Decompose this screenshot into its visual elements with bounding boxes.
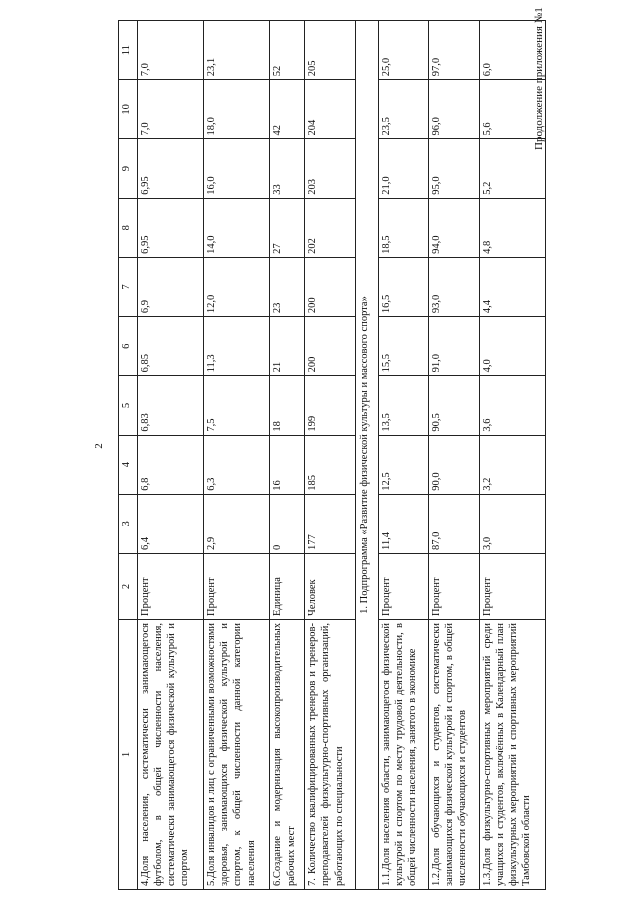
value-cell: 7,0	[138, 21, 204, 80]
page-number: 2	[92, 443, 105, 449]
table-row	[138, 21, 204, 890]
col-header: 9	[119, 139, 138, 198]
value-cell: 90,5	[429, 376, 480, 435]
indicator-name: 6.Создание и модернизация высокопроизводительных рабочих мест	[270, 620, 305, 890]
col-header: 6	[119, 317, 138, 376]
value-cell: 97,0	[429, 21, 480, 80]
value-cell: 42	[270, 80, 305, 139]
col-header: 5	[119, 376, 138, 435]
value-cell: 94,0	[429, 198, 480, 257]
value-cell: 177	[305, 494, 356, 553]
value-cell: 204	[305, 80, 356, 139]
value-cell: 4,4	[479, 257, 545, 316]
unit-cell: Процент	[429, 554, 480, 620]
value-cell: 3,2	[479, 435, 545, 494]
value-cell: 203	[305, 139, 356, 198]
value-cell: 13,5	[378, 376, 429, 435]
value-cell: 18,5	[378, 198, 429, 257]
value-cell: 90,0	[429, 435, 480, 494]
value-cell: 25,0	[378, 21, 429, 80]
col-header: 4	[119, 435, 138, 494]
value-cell: 21	[270, 317, 305, 376]
value-cell: 0	[270, 494, 305, 553]
value-cell: 7,0	[138, 80, 204, 139]
col-header: 1	[119, 620, 138, 890]
value-cell: 21,0	[378, 139, 429, 198]
section-title: 1. Подпрограмма «Развитие физической культуры и массового спорта»	[355, 21, 378, 890]
indicator-name: 1.1.Доля населения области, занимающегося физической культурой и спортом по месту трудовой деятельности, в общей численности населения, занятого в экономике	[378, 620, 429, 890]
value-cell: 11,3	[204, 317, 270, 376]
value-cell: 185	[305, 435, 356, 494]
value-cell: 4,0	[479, 317, 545, 376]
value-cell: 6,8	[138, 435, 204, 494]
value-cell: 199	[305, 376, 356, 435]
indicator-name: 7. Количество квалифицированных тренеров и тренеров-преподавателей физкультурно-спортивных организаций, работающих по специальности	[305, 620, 356, 890]
value-cell: 52	[270, 21, 305, 80]
value-cell: 11,4	[378, 494, 429, 553]
col-header: 10	[119, 80, 138, 139]
value-cell: 6,95	[138, 139, 204, 198]
value-cell: 6,83	[138, 376, 204, 435]
value-cell: 202	[305, 198, 356, 257]
value-cell: 27	[270, 198, 305, 257]
unit-cell: Процент	[378, 554, 429, 620]
col-header: 11	[119, 21, 138, 80]
value-cell: 91,0	[429, 317, 480, 376]
indicator-name: 1.2.Доля обучающихся и студентов, систематически занимающихся физической культурой и спортом, в общей численности обучающихся и студентов	[429, 620, 480, 890]
value-cell: 87,0	[429, 494, 480, 553]
header-row	[119, 21, 138, 890]
value-cell: 12,5	[378, 435, 429, 494]
indicators-table	[118, 20, 546, 890]
table-row	[479, 21, 545, 890]
value-cell: 3,6	[479, 376, 545, 435]
section-row	[355, 21, 378, 890]
appendix-label: Продолжение приложения №1	[533, 7, 545, 150]
value-cell: 18	[270, 376, 305, 435]
value-cell: 12,0	[204, 257, 270, 316]
value-cell: 96,0	[429, 80, 480, 139]
table-row	[305, 21, 356, 890]
value-cell: 6,0	[479, 21, 545, 80]
value-cell: 200	[305, 317, 356, 376]
indicator-name: 4.Доля населения, систематически занимающегося футболом, в общей численности населения, систематически занимающегося физической культурой и спортом	[138, 620, 204, 890]
value-cell: 5,2	[479, 139, 545, 198]
value-cell: 15,5	[378, 317, 429, 376]
value-cell: 16,0	[204, 139, 270, 198]
value-cell: 23	[270, 257, 305, 316]
unit-cell: Единица	[270, 554, 305, 620]
value-cell: 93,0	[429, 257, 480, 316]
col-header: 3	[119, 494, 138, 553]
col-header: 7	[119, 257, 138, 316]
value-cell: 3,0	[479, 494, 545, 553]
value-cell: 6,95	[138, 198, 204, 257]
value-cell: 23,5	[378, 80, 429, 139]
value-cell: 95,0	[429, 139, 480, 198]
value-cell: 6,3	[204, 435, 270, 494]
value-cell: 18,0	[204, 80, 270, 139]
table-row	[429, 21, 480, 890]
value-cell: 2,9	[204, 494, 270, 553]
table-row	[204, 21, 270, 890]
value-cell: 33	[270, 139, 305, 198]
value-cell: 6,9	[138, 257, 204, 316]
value-cell: 7,5	[204, 376, 270, 435]
unit-cell: Процент	[138, 554, 204, 620]
value-cell: 6,4	[138, 494, 204, 553]
value-cell: 6,85	[138, 317, 204, 376]
value-cell: 205	[305, 21, 356, 80]
value-cell: 4,8	[479, 198, 545, 257]
unit-cell: Процент	[479, 554, 545, 620]
indicator-name: 1.3.Доля физкультурно-спортивных мероприятий среди учащихся и студентов, включённых в Календарный план физкультурных мероприятий и спортивных мероприятий Тамбовской области	[479, 620, 545, 890]
col-header: 8	[119, 198, 138, 257]
table-row	[378, 21, 429, 890]
table-row	[270, 21, 305, 890]
indicator-name: 5.Доля инвалидов и лиц с ограниченными возможностями здоровья, занимающихся физической культурой и спортом, к общей численности данной категории населения	[204, 620, 270, 890]
value-cell: 16	[270, 435, 305, 494]
value-cell: 200	[305, 257, 356, 316]
value-cell: 23,1	[204, 21, 270, 80]
unit-cell: Человек	[305, 554, 356, 620]
value-cell: 14,0	[204, 198, 270, 257]
value-cell: 16,5	[378, 257, 429, 316]
rotated-table-container	[118, 20, 546, 890]
value-cell: 5,6	[479, 80, 545, 139]
col-header: 2	[119, 554, 138, 620]
unit-cell: Процент	[204, 554, 270, 620]
